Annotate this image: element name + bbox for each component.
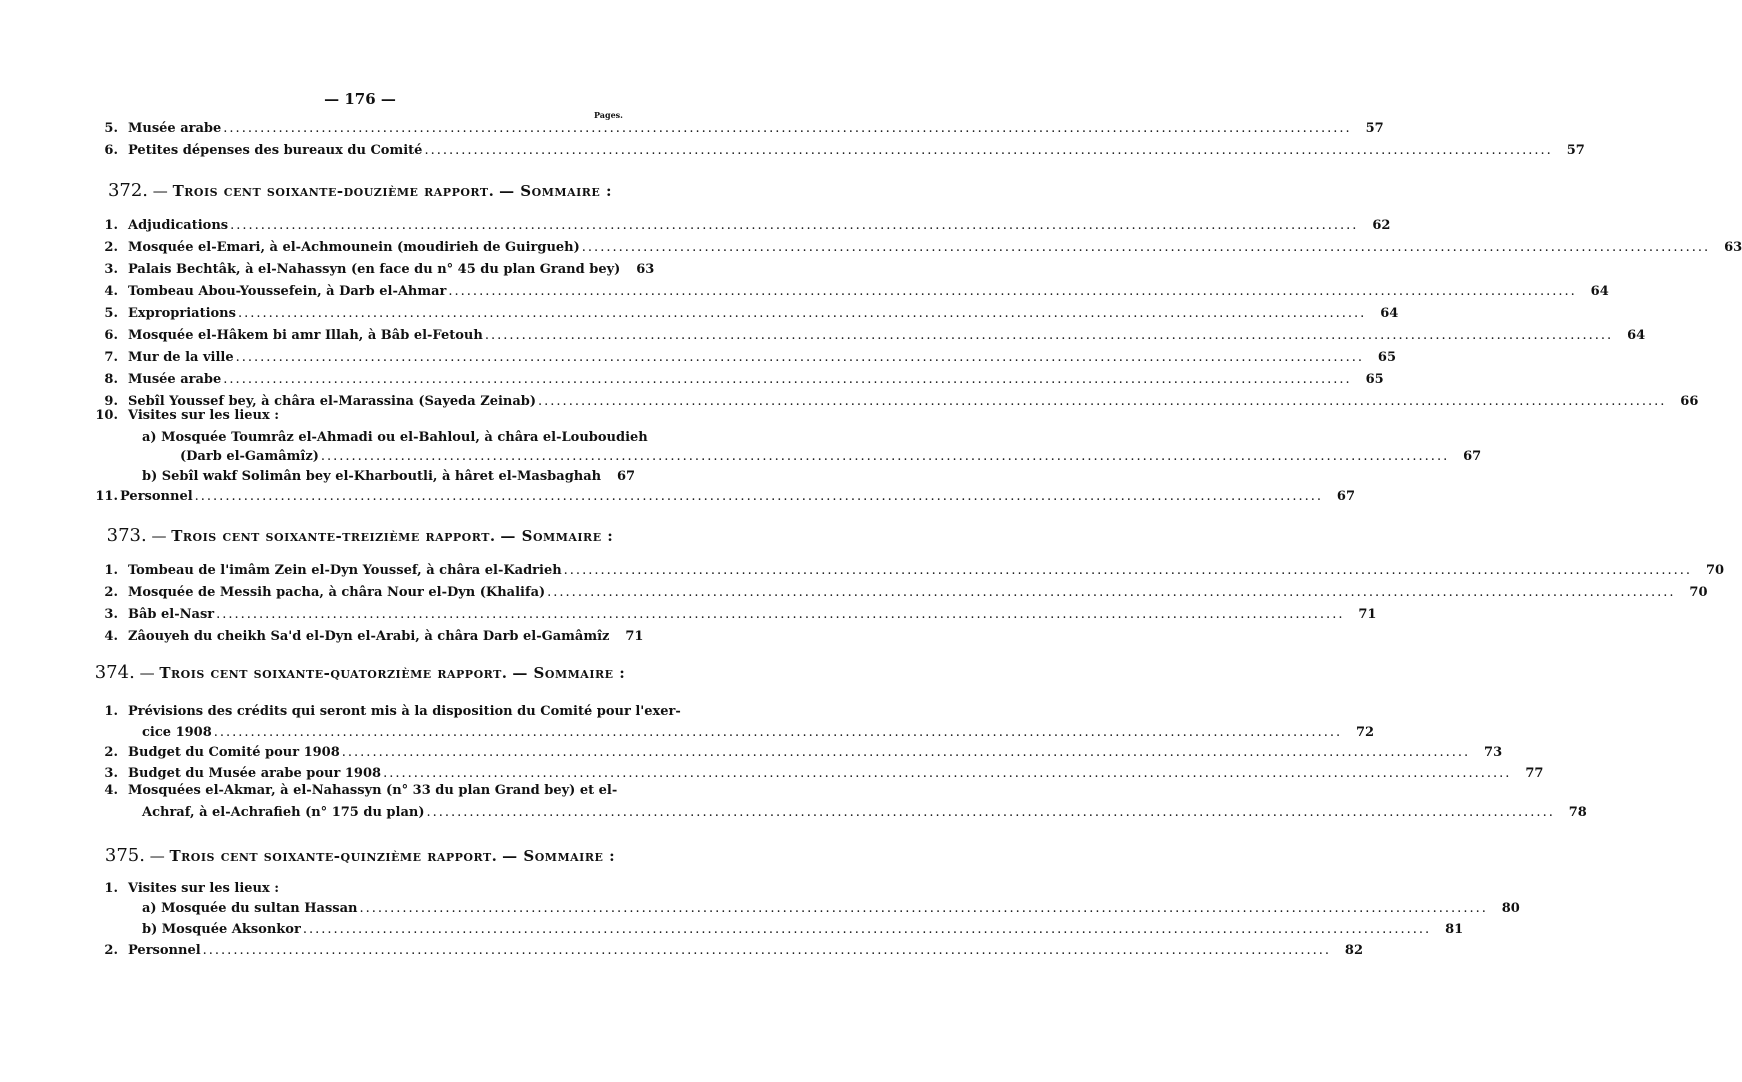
entry-number: 1. [104,881,118,896]
entry-number: 7. [104,350,118,365]
entry-title: b) Sebîl wakf Solimân bey el-Kharboutli, à hâret el-Masbaghah [142,469,602,484]
dot-leader [448,284,1576,299]
entry-page: 71 [625,629,644,644]
dot-leader [538,394,1666,409]
section-title: Trois cent soixante-quinzième rapport. [169,847,498,865]
entry-page: 65 [1365,372,1384,387]
toc-entry [80,704,681,719]
section-heading-373 [0,525,720,546]
toc-entry [80,262,655,282]
entry-number: 2. [104,585,118,600]
section-number: 374. [94,662,135,683]
entry-page: 67 [617,469,636,484]
entry-number: 5. [104,306,118,321]
entry-page: 78 [1568,805,1587,820]
entry-title: Achraf, à el-Achrafieh (n° 175 du plan) [142,805,425,820]
entry-number: 9. [104,394,118,409]
section-dash: — [134,664,160,682]
dot-leader [236,350,1364,365]
toc-subentry-line: a) Mosquée Toumrâz el-Ahmadi ou el-Bahloul, à châra el-Louboudieh [142,430,648,445]
section-number: 372. [107,180,149,201]
section-title: Trois cent soixante-douzième rapport. [172,182,495,200]
section-heading-375 [0,845,720,866]
entry-page: 70 [1689,585,1708,600]
toc-subentry [142,922,1464,942]
entry-page: 72 [1356,725,1375,740]
dot-leader [216,607,1344,622]
toc-subentry [142,469,636,489]
entry-number: 10. [95,408,118,423]
entry-title: Musée arabe [128,121,222,136]
dot-leader [426,805,1554,820]
entry-title: Mur de la ville [128,350,234,365]
toc-entry [80,121,1384,141]
entry-title: Tombeau Abou-Youssefein, à Darb el-Ahmar [128,284,447,299]
entry-title: Mosquées el-Akmar, à el-Nahassyn (n° 33 du plan Grand bey) et el- [128,783,618,798]
toc-entry [80,607,1377,627]
entry-title: Tombeau de l'imâm Zein el-Dyn Youssef, à châra el-Kadrieh [128,563,562,578]
dot-leader [485,328,1613,343]
toc-entry [80,240,1742,260]
entry-page: 73 [1484,745,1503,760]
toc-entry-continuation [142,805,1587,825]
entry-page: 64 [1627,328,1646,343]
dot-leader [383,766,1511,781]
entry-title: cice 1908 [142,725,212,740]
entry-number: 4. [104,284,118,299]
dot-leader [203,943,1331,958]
entry-page: 65 [1377,350,1396,365]
toc-entry [80,143,1585,163]
section-number: 373. [106,525,147,546]
toc-subentry [180,449,1482,469]
entry-page: 57 [1365,121,1384,136]
section-summary-label: — Sommaire : [500,527,614,545]
toc-entry [80,629,644,649]
dot-leader [424,143,1552,158]
entry-page: 82 [1344,943,1364,958]
entry-number: 8. [104,372,118,387]
section-heading-374 [0,662,720,683]
section-dash: — [148,182,173,200]
entry-number: 1. [104,563,118,578]
entry-number: 6. [104,328,118,343]
entry-number: 1. [104,218,118,233]
toc-entry [80,350,1396,370]
entry-number: 2. [104,745,118,760]
entry-title: Budget du Musée arabe pour 1908 [128,766,382,781]
entry-page: 67 [1336,489,1356,504]
entry-title: a) Mosquée du sultan Hassan [142,901,358,916]
entry-number: 2. [104,240,118,255]
section-dash: — [144,847,170,865]
toc-entry [80,783,617,798]
entry-page: 67 [1463,449,1482,464]
dot-leader [342,745,1470,760]
dot-leader [564,563,1692,578]
pages-column-label: Pages. [594,110,623,120]
toc-entry [80,585,1708,605]
dot-leader [582,240,1710,255]
entry-number: 3. [104,766,118,781]
dot-leader [214,725,1342,740]
entry-title: b) Mosquée Aksonkor [142,922,301,937]
section-number: 375. [104,845,145,866]
entry-title: Petites dépenses des bureaux du Comité [128,143,423,158]
entry-page: 64 [1380,306,1399,321]
entry-number: 3. [104,607,118,622]
section-dash: — [146,527,172,545]
toc-entry [80,563,1725,583]
toc-entry [80,328,1646,348]
toc-entry [80,284,1609,304]
entry-number: 11. [95,489,118,504]
toc-entry [80,306,1399,326]
dot-leader [230,218,1358,233]
entry-title: Expropriations [128,306,236,321]
entry-page: 71 [1358,607,1377,622]
entry-title: Mosquée el-Emari, à el-Achmounein (moudirieh de Guirgueh) [128,240,580,255]
section-summary-label: — Sommaire : [502,847,616,865]
entry-title: Visites sur les lieux : [128,881,280,896]
dot-leader [360,901,1488,916]
entry-title: Visites sur les lieux : [128,408,280,423]
entry-number: 6. [104,143,118,158]
dot-leader [303,922,1431,937]
entry-title: Zâouyeh du cheikh Sa'd el-Dyn el-Arabi, à châra Darb el-Gamâmîz [128,629,610,644]
toc-entry [80,408,279,423]
entry-page: 70 [1705,563,1725,578]
entry-title: Adjudications [128,218,229,233]
entry-page: 64 [1590,284,1609,299]
toc-entry [80,745,1503,765]
entry-number: 2. [104,943,118,958]
entry-title: Personnel [120,489,193,504]
dot-leader [238,306,1366,321]
entry-page: 80 [1501,901,1520,916]
toc-entry [80,372,1384,392]
section-title: Trois cent soixante-quatorzième rapport. [159,664,508,682]
toc-subentry [142,901,1520,921]
entry-page: 81 [1445,922,1464,937]
section-summary-label: — Sommaire : [512,664,626,682]
toc-entry [80,218,1391,238]
section-title: Trois cent soixante-treizième rapport. [171,527,496,545]
entry-page: 63 [636,262,655,277]
entry-title: Personnel [128,943,201,958]
entry-number: 1. [104,704,118,719]
section-heading-372 [0,180,720,201]
dot-leader [547,585,1675,600]
entry-title: Sebîl Youssef bey, à châra el-Marassina (Sayeda Zeinab) [128,394,537,409]
entry-page: 62 [1372,218,1391,233]
entry-title: Musée arabe [128,372,222,387]
entry-title: Mosquée de Messih pacha, à châra Nour el-Dyn (Khalifa) [128,585,546,600]
entry-number: 4. [104,629,118,644]
entry-title: Budget du Comité pour 1908 [128,745,340,760]
entry-page: 57 [1566,143,1585,158]
entry-title: Prévisions des crédits qui seront mis à la disposition du Comité pour l'exer- [128,704,681,719]
entry-page: 63 [1724,240,1742,255]
dot-leader [223,372,1351,387]
dot-leader [195,489,1323,504]
dot-leader [321,449,1449,464]
entry-page: 77 [1525,766,1544,781]
entry-title: Bâb el-Nasr [128,607,215,622]
dot-leader [223,121,1351,136]
entry-number: 3. [104,262,118,277]
toc-entry [80,881,279,896]
entry-title: Mosquée el-Hâkem bi amr Illah, à Bâb el-Fetouh [128,328,483,343]
entry-page: 66 [1680,394,1699,409]
entry-title: (Darb el-Gamâmîz) [180,449,319,464]
section-summary-label: — Sommaire : [499,182,613,200]
entry-title: Palais Bechtâk, à el-Nahassyn (en face du n° 45 du plan Grand bey) [128,262,621,277]
entry-number: 5. [104,121,118,136]
toc-entry [80,489,1356,509]
entry-number: 4. [104,783,118,798]
toc-entry [80,943,1364,963]
toc-entry-continuation [142,725,1375,745]
page-header: — 176 — [324,90,396,108]
